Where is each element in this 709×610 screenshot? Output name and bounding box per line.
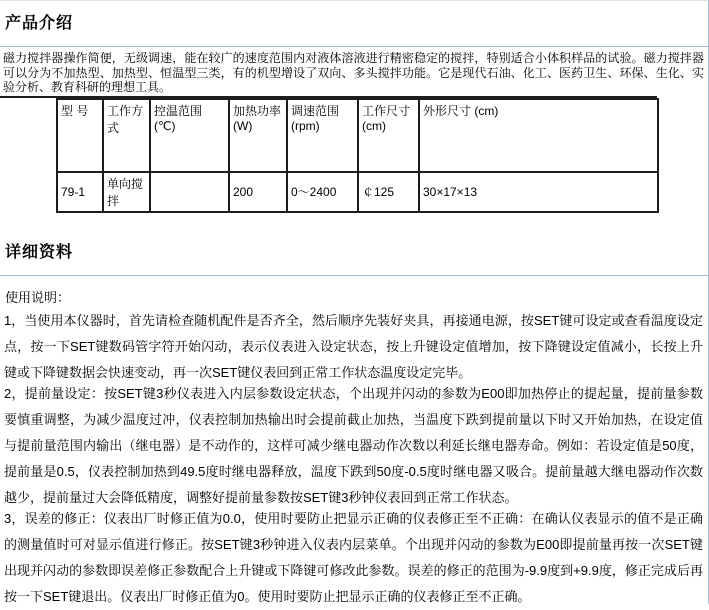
usage-paragraph-3: 3，误差的修正：仪表出厂时修正值为0.0，使用时要防止把显示正确的仪表修正至不正确：在确认仪表显示的值不是正确的测量值时可对显示值进行修正。按SET键3秒钟进入仪表内层菜单。个出现并闪动的参数为E00即提前量再按一次SET键出现并闪动的参数即误差修正参数配合上升键或下降键可修改此参数。误差的修正的范围为-9.9度到+9.9度，修正完成后再按一下SET键退出。仪表出厂时修正值为0。使用时要防止把显示正确的仪表修正至不正确。 — [4, 510, 703, 604]
cell-model: 79-1 — [57, 172, 103, 212]
product-intro-title: 产品介绍 — [5, 15, 74, 32]
col-header-work-mode: 工作方式 — [103, 99, 150, 172]
usage-instructions-label: 使用说明： — [5, 289, 71, 305]
cell-work-mode: 单向搅拌 — [103, 172, 150, 212]
col-header-heating-power: 加热功率 (W) — [229, 99, 287, 172]
col-header-outer-size: 外形尺寸 (cm) — [419, 99, 658, 172]
col-header-model: 型 号 — [57, 99, 103, 172]
spec-table-row — [57, 172, 658, 212]
col-header-work-size: 工作尺寸 (cm) — [358, 99, 419, 172]
col-header-temp-range: 控温范围 (℃) — [150, 99, 229, 172]
usage-instructions — [0, 308, 708, 610]
spec-table-header-row — [57, 99, 658, 172]
usage-paragraph-1: 1，当使用本仪器时，首先请检查随机配件是否齐全，然后顺序先装好夹具，再接通电源，按SET键可设定或查看温度设定点，按一下SET键数码管字符开始闪动，表示仪表进入设定状态，按上升键设定值增加，按下降键设定值减小，长按上升键或下降键数据会快速变动，再一次SET键仪表回到正常工作状态温度设定完毕。 — [4, 312, 703, 380]
product-description: 磁力搅拌器操作简便，无级调速，能在较广的速度范围内对液体溶液进行精密稳定的搅拌，特别适合小体积样品的试验。磁力搅拌器可以分为不加热型、加热型、恒温型三类，有的机型增设了双向、多头搅拌功能。它是现代石油、化工、医药卫生、环保、生化、实验分析、教育科研的理想工具。 — [3, 51, 704, 94]
cell-work-size: ￠125 — [358, 172, 419, 212]
cell-outer-size: 30×17×13 — [419, 172, 658, 212]
usage-paragraph-2: 2，提前量设定：按SET键3秒仪表进入内层参数设定状态，个出现并闪动的参数为E00即加热停止的提起量，提前量参数要慎重调整，为减少温度过冲，仪表控制加热输出时会提前截止加热，当温度下跌到提前量以下时又开始加热，在设定值与提前量范围内输出（继电器）是不动作的，这样可减少继电器动作次数以利延长继电器寿命。例如：若设定值是50度，提前量是0.5，仪表控制加热到49.5度时继电器释放，温度下跌到50度-0.5度时继电器又吸合。提前量越大继电器动作次数越少，提前量过大会降低精度，调整好提前量参数按SET键3秒钟仪表回到正常工作状态。 — [4, 385, 703, 505]
cell-temp-range — [150, 172, 229, 212]
cell-speed-range: 0～2400 — [287, 172, 358, 212]
spec-table — [56, 98, 659, 213]
cell-heating-power: 200 — [229, 172, 287, 212]
col-header-speed-range: 调速范围 (rpm) — [287, 99, 358, 172]
details-title: 详细资料 — [5, 243, 74, 261]
